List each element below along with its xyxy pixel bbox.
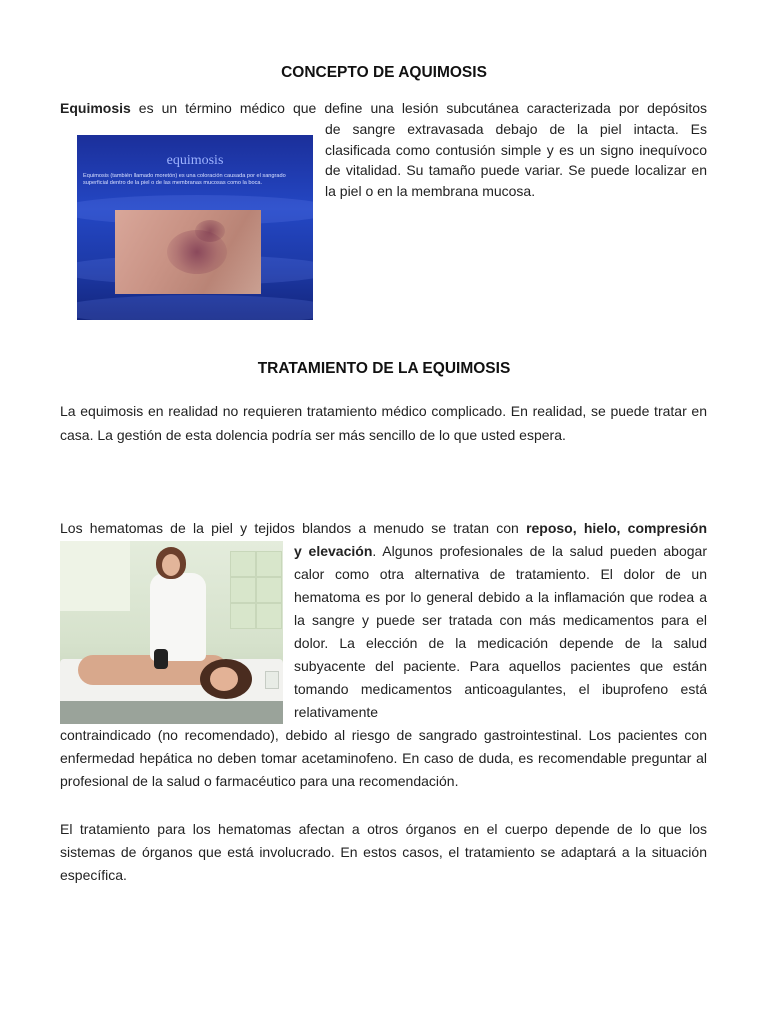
paragraph-2-lead-text: Los hematomas de la piel y tejidos blandos a menudo se tratan con — [60, 520, 519, 536]
treatment-paragraph-2-full: contraindicado (no recomendado), debido al riesgo de sangrado gastrointestinal. Los pacientes con enfermedad hepática no deben tomar acetaminofeno. En caso de duda, es recomendable preguntar al profesional de la salud o farmacéutico para una recomendación. — [60, 727, 707, 789]
bold-rice-terms: reposo, hielo, compresión — [526, 520, 708, 536]
section-heading-concepto: CONCEPTO DE AQUIMOSIS — [281, 64, 487, 81]
intro-wrapped-text: de sangre extravasada debajo de la piel intacta. Es clasificada como contusión simple y es un signo inequívoco de vitalidad. Su tamaño puede variar. Se puede localizar en la piel o en la membrana mucosa. — [325, 121, 707, 199]
term-equimosis: Equimosis — [60, 100, 131, 116]
treatment-paragraph-2-lead — [60, 517, 707, 540]
bold-elevation-term: y elevación — [294, 543, 373, 559]
equimosis-slide-image — [77, 135, 313, 320]
treatment-paragraph-1: La equimosis en realidad no requieren tratamiento médico complicado. En realidad, se puede tratar en casa. La gestión de esta dolencia podría ser más sencillo de lo que usted espera. — [60, 403, 707, 443]
intro-first-line-text: es un término médico que define una lesión subcutánea caracterizada por depósitos — [138, 100, 707, 116]
intro-first-line — [60, 98, 707, 119]
paragraph-2-wrapped-text: . Algunos profesionales de la salud pueden abogar calor como otra alternativa de tratamiento. El dolor de un hematoma es por lo general debido a la inflamación que rodea a la sangre y puede ser tratada con más medicamentos para el dolor. La elección de la medicación depende de la salud subyacente del paciente. Para aquellos pacientes que están tomando medicamentos anticoagulantes, el ibuprofeno está relativamente — [294, 543, 707, 720]
slide-title: equimosis — [166, 153, 224, 168]
section-heading-tratamiento: TRATAMIENTO DE LA EQUIMOSIS — [257, 360, 511, 377]
bruise-photo — [115, 210, 261, 294]
slide-caption: Equimosis (también llamado moretón) es una coloración causada por el sangrado superficial dentro de la piel o de las membranas mucosas como la boca. — [83, 173, 286, 186]
treatment-photo — [60, 541, 283, 724]
treatment-paragraph-2-wrapped — [294, 540, 707, 724]
treatment-paragraph-3: El tratamiento para los hematomas afectan a otros órganos en el cuerpo depende de lo que los sistemas de órganos que está involucrado. En estos casos, el tratamiento se adaptará a la situación específica. — [60, 821, 707, 883]
